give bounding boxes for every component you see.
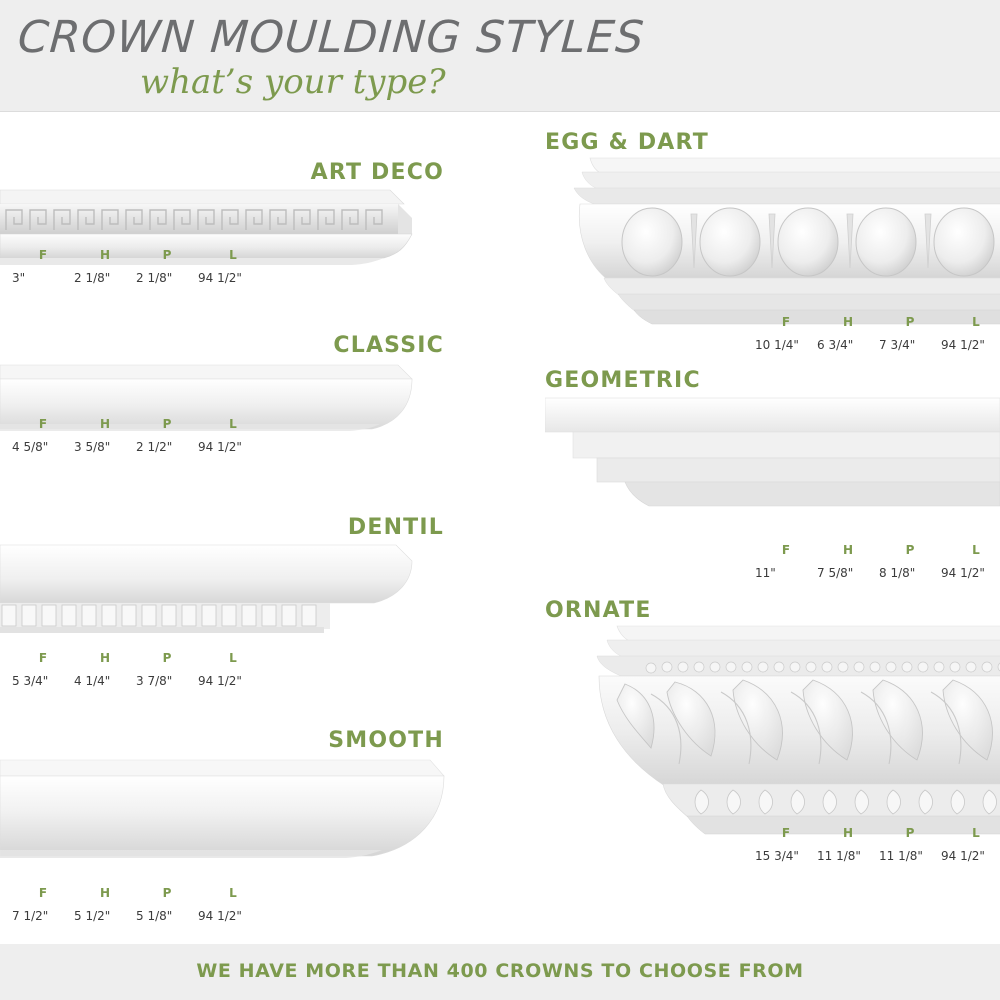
- spec-header-h: H: [99, 651, 111, 665]
- moulding-image-egg-and-dart: [560, 156, 1000, 336]
- spec-header-f: F: [38, 651, 48, 665]
- spec-value-l: 94 1/2": [198, 674, 242, 688]
- spec-value-p: 11 1/8": [879, 849, 923, 863]
- spec-value-l: 94 1/2": [941, 566, 985, 580]
- spec-header-p: P: [162, 651, 172, 665]
- style-title-dentil: DENTIL: [347, 515, 444, 540]
- spec-value-p: 8 1/8": [879, 566, 916, 580]
- moulding-image-smooth: [0, 756, 450, 868]
- spec-header-h: H: [842, 315, 854, 329]
- spec-header-p: P: [905, 543, 915, 557]
- spec-header-p: P: [905, 826, 915, 840]
- spec-value-h: 3 5/8": [74, 440, 111, 454]
- spec-value-f: 11": [755, 566, 776, 580]
- spec-header-f: F: [38, 417, 48, 431]
- spec-value-h: 2 1/8": [74, 271, 111, 285]
- style-title-smooth: SMOOTH: [328, 728, 444, 753]
- style-title-ornate: ORNATE: [545, 598, 652, 623]
- spec-value-h: 4 1/4": [74, 674, 111, 688]
- header-divider: [0, 111, 1000, 112]
- spec-value-p: 2 1/8": [136, 271, 173, 285]
- spec-value-f: 5 3/4": [12, 674, 49, 688]
- spec-value-h: 6 3/4": [817, 338, 854, 352]
- spec-header-h: H: [99, 417, 111, 431]
- spec-value-f: 10 1/4": [755, 338, 799, 352]
- style-title-geometric: GEOMETRIC: [545, 368, 701, 393]
- spec-header-f: F: [38, 248, 48, 262]
- spec-value-f: 3": [12, 271, 26, 285]
- style-title-art-deco: ART DECO: [310, 160, 444, 185]
- spec-header-p: P: [162, 886, 172, 900]
- moulding-image-ornate: [555, 624, 1000, 844]
- spec-header-l: L: [229, 886, 237, 900]
- spec-value-f: 15 3/4": [755, 849, 799, 863]
- spec-header-h: H: [842, 826, 854, 840]
- spec-header-f: F: [781, 826, 791, 840]
- spec-table-art-deco: [12, 248, 268, 285]
- spec-value-h: 7 5/8": [817, 566, 854, 580]
- spec-header-p: P: [162, 248, 172, 262]
- spec-value-l: 94 1/2": [941, 338, 985, 352]
- spec-header-l: L: [972, 826, 980, 840]
- footer-text: WE HAVE MORE THAN 400 CROWNS TO CHOOSE FROM: [196, 960, 804, 982]
- spec-value-h: 5 1/2": [74, 909, 111, 923]
- spec-header-p: P: [162, 417, 172, 431]
- spec-header-h: H: [842, 543, 854, 557]
- page-header: [0, 0, 1000, 112]
- spec-header-h: H: [99, 886, 111, 900]
- page-title: CROWN MOULDING STYLES: [16, 12, 647, 63]
- style-title-classic: CLASSIC: [333, 333, 444, 358]
- page-subtitle: what’s your type?: [140, 62, 446, 102]
- spec-table-geometric: [755, 543, 1000, 580]
- spec-value-f: 7 1/2": [12, 909, 49, 923]
- spec-header-h: H: [99, 248, 111, 262]
- spec-value-f: 4 5/8": [12, 440, 49, 454]
- spec-header-f: F: [781, 543, 791, 557]
- page-footer: [0, 944, 1000, 1000]
- spec-value-l: 94 1/2": [198, 909, 242, 923]
- spec-value-p: 3 7/8": [136, 674, 173, 688]
- moulding-image-geometric: [545, 396, 1000, 516]
- spec-table-smooth: [12, 886, 268, 923]
- spec-value-p: 7 3/4": [879, 338, 916, 352]
- spec-table-ornate: [755, 826, 1000, 863]
- spec-header-l: L: [229, 417, 237, 431]
- spec-header-l: L: [972, 543, 980, 557]
- spec-table-classic: [12, 417, 268, 454]
- spec-header-f: F: [38, 886, 48, 900]
- spec-value-l: 94 1/2": [198, 440, 242, 454]
- moulding-image-dentil: [0, 541, 450, 639]
- spec-value-l: 94 1/2": [198, 271, 242, 285]
- spec-value-h: 11 1/8": [817, 849, 861, 863]
- spec-header-l: L: [229, 651, 237, 665]
- spec-table-egg-and-dart: [755, 315, 1000, 352]
- spec-value-p: 5 1/8": [136, 909, 173, 923]
- spec-header-f: F: [781, 315, 791, 329]
- spec-header-p: P: [905, 315, 915, 329]
- spec-header-l: L: [229, 248, 237, 262]
- spec-value-p: 2 1/2": [136, 440, 173, 454]
- spec-header-l: L: [972, 315, 980, 329]
- style-title-egg-and-dart: EGG & DART: [545, 130, 709, 155]
- spec-table-dentil: [12, 651, 268, 688]
- spec-value-l: 94 1/2": [941, 849, 985, 863]
